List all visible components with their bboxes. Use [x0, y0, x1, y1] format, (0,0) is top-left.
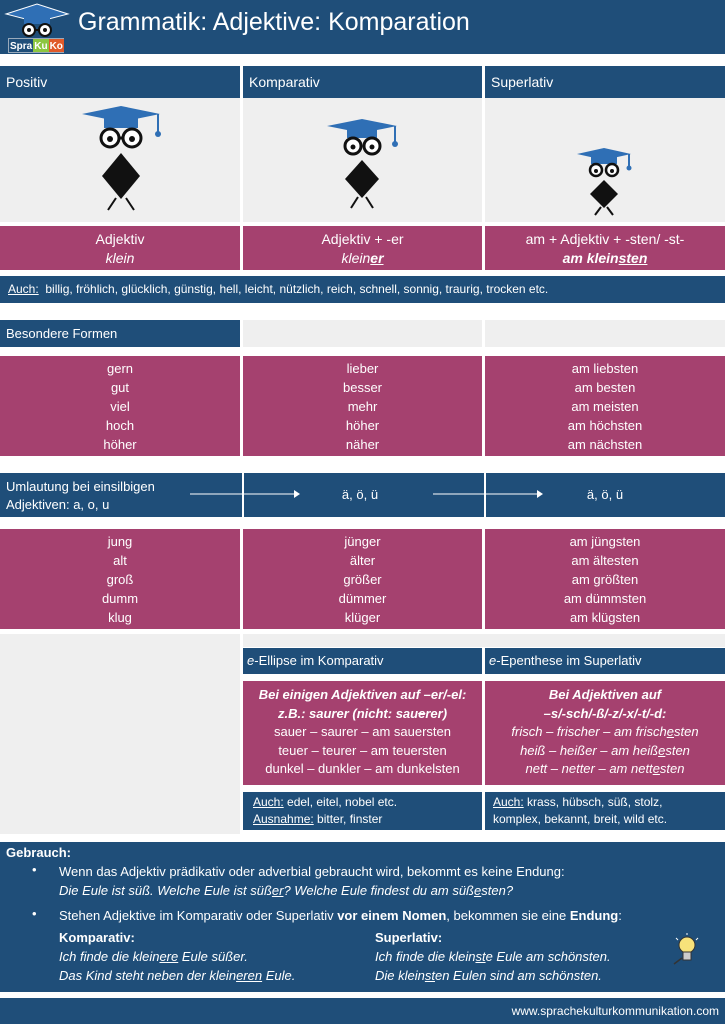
- logo-part-spra: Spra: [10, 41, 33, 52]
- list-item: am ältesten: [571, 553, 639, 568]
- list-item: höher: [345, 418, 380, 433]
- list-item: klug: [108, 610, 132, 625]
- auch-text: billig, fröhlich, glücklich, günstig, hell, leicht, nützlich, reich, schnell, sonnig, traurig, trocken etc.: [45, 282, 549, 296]
- owl-logo-icon: [2, 2, 72, 42]
- list-item: viel: [110, 399, 130, 414]
- owl-medium-icon: [243, 98, 482, 222]
- list-item: besser: [342, 380, 383, 395]
- example-part: sten: [481, 883, 506, 898]
- list-item: dunkel – dunkler – am dunkelsten: [265, 761, 460, 776]
- example-ending: er: [271, 883, 284, 898]
- footer-url[interactable]: www.sprachekulturkommunikation.com: [0, 998, 725, 1024]
- umlaut-heading-line1: Umlautung bei einsilbigen: [6, 479, 155, 494]
- epenthese-box: [485, 681, 725, 785]
- lightbulb-icon: [672, 932, 702, 970]
- list-item: am größten: [571, 572, 639, 587]
- list-item: gern: [106, 361, 134, 376]
- list-item: [485, 723, 725, 742]
- ellipse-auch-box: [243, 792, 482, 830]
- list-item: dumm: [101, 591, 139, 606]
- umlaut-heading: [6, 478, 155, 514]
- example-part: e Eule am schönsten.: [485, 949, 611, 964]
- arrow-right-icon: [190, 488, 300, 500]
- list-item: [485, 742, 725, 761]
- col-head-superlativ: Superlativ: [485, 66, 725, 98]
- list-item: teuer – teurer – am teuersten: [278, 742, 447, 758]
- epenthese-intro-line2: –s/-sch/-ß/-z/-x/-t/-d:: [543, 705, 667, 721]
- umlaut-superlativ-list: [485, 529, 725, 629]
- example-ending: e: [474, 883, 482, 898]
- besondere-spacer-1: [243, 320, 482, 347]
- besondere-komparativ-list: [243, 356, 482, 456]
- col-head-positiv: Positiv: [0, 66, 240, 98]
- rule-superlativ: [485, 226, 725, 270]
- rule-komparativ: [243, 226, 482, 270]
- example-post: sten: [665, 742, 690, 758]
- example-emphasis: Endung: [569, 908, 619, 923]
- example-post: sten: [659, 761, 685, 776]
- example-part: en Eulen sind am schönsten.: [434, 968, 602, 983]
- list-item: am höchsten: [567, 418, 643, 433]
- ellipse-heading-prefix: e: [247, 653, 255, 668]
- rule-komparativ-stem: klein: [341, 250, 371, 266]
- list-item: am meisten: [571, 399, 639, 414]
- rule-positiv-example: klein: [105, 250, 135, 266]
- owl-panel-large: [0, 98, 240, 222]
- example-part: Stehen Adjektive im Komparativ oder Superlativ: [59, 908, 338, 923]
- owl-small-icon: [485, 98, 725, 222]
- list-item: näher: [345, 437, 380, 452]
- example-part: Das Kind steht neben der klein: [59, 968, 237, 983]
- example-part: Eule süßer.: [178, 949, 248, 964]
- auch-row: [0, 276, 725, 303]
- example-pre: nett – netter – am nett: [525, 761, 653, 776]
- list-item: [485, 760, 725, 779]
- ellipse-auch-label: Auch:: [253, 795, 284, 809]
- list-item: am jüngsten: [569, 534, 641, 549]
- example-part: Die Eule ist süß. Welche Eule ist süß: [59, 883, 272, 898]
- gebrauch-bullet-1-text: Wenn das Adjektiv prädikativ oder adverbial gebraucht wird, bekommt es keine Endung:: [59, 864, 565, 879]
- example-part: :: [618, 908, 622, 923]
- example-post: sten: [673, 724, 699, 739]
- example-pre: frisch – frischer – am frisch: [511, 724, 667, 739]
- rule-komparativ-ending: er: [370, 250, 384, 266]
- ellipse-intro-strike: e: [418, 705, 426, 721]
- rule-superlativ-line1: am + Adjektiv + -sten/ -st-: [525, 231, 685, 247]
- bullet-icon: •: [32, 862, 37, 877]
- ellipse-heading-rest: -Ellipse im Komparativ: [254, 653, 384, 668]
- logo-part-ko: Ko: [49, 41, 63, 52]
- list-item: gut: [110, 380, 130, 395]
- besondere-positiv-list: [0, 356, 240, 456]
- ellipse-intro-post: rer): [425, 705, 448, 721]
- rule-komparativ-line1: Adjektiv + -er: [321, 231, 404, 247]
- list-item: am liebsten: [571, 361, 639, 376]
- besondere-heading: Besondere Formen: [0, 320, 240, 347]
- example-part: Die klein: [375, 968, 425, 983]
- example-epenthesis: e: [652, 761, 660, 776]
- ellipse-auch-text: edel, eitel, nobel etc.: [283, 795, 398, 809]
- ellipse-box: [243, 681, 482, 785]
- besondere-spacer-2: [485, 320, 725, 347]
- umlaut-superlativ: ä, ö, ü: [586, 487, 624, 502]
- list-item: lieber: [346, 361, 379, 376]
- epenthese-heading: [485, 648, 725, 674]
- rule-superlativ-ending: sten: [618, 250, 648, 266]
- rule-superlativ-prefix: am klein: [562, 250, 619, 266]
- epenthese-auch-box: [485, 792, 725, 830]
- example-emphasis: vor einem Nomen: [337, 908, 447, 923]
- gebrauch-bullet-1: [59, 862, 719, 900]
- gebrauch-bullet-2: [59, 906, 719, 925]
- owl-panel-medium: [243, 98, 482, 222]
- list-item: am dümmsten: [563, 591, 647, 606]
- example-part: , bekommen sie eine: [446, 908, 570, 923]
- example-epenthesis: e: [666, 724, 674, 739]
- arrow-right-icon: [433, 488, 543, 500]
- ellipse-intro-pre: z.B.: saurer (nicht: sau: [277, 705, 419, 721]
- gebrauch-komparativ-label: Komparativ:: [59, 930, 135, 945]
- gebrauch-superlativ-label: Superlativ:: [375, 930, 443, 945]
- epenthese-heading-rest: -Epenthese im Superlativ: [496, 653, 642, 668]
- gebrauch-superlativ: [375, 928, 665, 985]
- besondere-superlativ-list: [485, 356, 725, 456]
- list-item: dümmer: [338, 591, 387, 606]
- list-item: am nächsten: [567, 437, 643, 452]
- list-item: hoch: [105, 418, 135, 433]
- ellipse-ausnahme-label: Ausnahme:: [253, 812, 314, 826]
- gebrauch-komparativ: [59, 928, 369, 985]
- example-ending: eren: [236, 968, 263, 983]
- umlaut-heading-line2: Adjektiven: a, o, u: [6, 497, 110, 512]
- list-item: am klügsten: [569, 610, 641, 625]
- rule-positiv-line1: Adjektiv: [95, 231, 145, 247]
- ellipse-ausnahme-text: bitter, finster: [313, 812, 383, 826]
- list-item: sauer – saurer – am sauersten: [273, 724, 452, 739]
- rule-positiv: [0, 226, 240, 270]
- col-head-komparativ: Komparativ: [243, 66, 482, 98]
- ellipse-intro-line1: Bei einigen Adjektiven auf –er/-el:: [258, 687, 467, 702]
- epenthese-heading-prefix: e: [489, 653, 497, 668]
- epenthese-intro-line1: Bei Adjektiven auf: [548, 687, 662, 702]
- owl-panel-small: [485, 98, 725, 222]
- umlaut-komparativ: ä, ö, ü: [341, 487, 379, 502]
- example-part: Ich finde die klein: [375, 949, 476, 964]
- example-ending: st: [475, 949, 486, 964]
- logo-text: [8, 38, 64, 53]
- list-item: höher: [103, 437, 137, 452]
- owl-large-icon: [0, 98, 240, 222]
- empty-panel: [0, 634, 240, 834]
- example-ending: st: [424, 968, 435, 983]
- list-item: mehr: [347, 399, 378, 414]
- epenthese-auch-line1: krass, hübsch, süß, stolz,: [523, 795, 663, 809]
- logo-part-ku: Ku: [34, 41, 48, 52]
- list-item: älter: [349, 553, 376, 568]
- list-item: größer: [343, 572, 382, 587]
- gebrauch-heading: Gebrauch:: [6, 845, 72, 860]
- epenthese-auch-label: Auch:: [493, 795, 524, 809]
- list-item: alt: [113, 553, 127, 568]
- page-title: Grammatik: Adjektive: Komparation: [78, 8, 470, 36]
- umlaut-komparativ-list: [243, 529, 482, 629]
- list-item: groß: [106, 572, 134, 587]
- example-pre: heiß – heißer – am heiß: [520, 742, 659, 758]
- list-item: am besten: [574, 380, 636, 395]
- empty-panel: [243, 634, 725, 647]
- example-part: Eule.: [262, 968, 296, 983]
- ellipse-heading: [243, 648, 482, 674]
- example-part: ?: [505, 883, 514, 898]
- example-part: ? Welche Eule findest du am süß: [283, 883, 474, 898]
- example-epenthesis: e: [658, 742, 666, 758]
- example-part: Ich finde die klein: [59, 949, 160, 964]
- auch-label: Auch:: [8, 282, 39, 296]
- list-item: jung: [107, 534, 133, 549]
- list-item: jünger: [344, 534, 381, 549]
- example-ending: ere: [159, 949, 179, 964]
- umlaut-positiv-list: [0, 529, 240, 629]
- epenthese-auch-line2: komplex, bekannt, breit, wild etc.: [493, 812, 668, 826]
- bullet-icon: •: [32, 906, 37, 921]
- list-item: klüger: [344, 610, 381, 625]
